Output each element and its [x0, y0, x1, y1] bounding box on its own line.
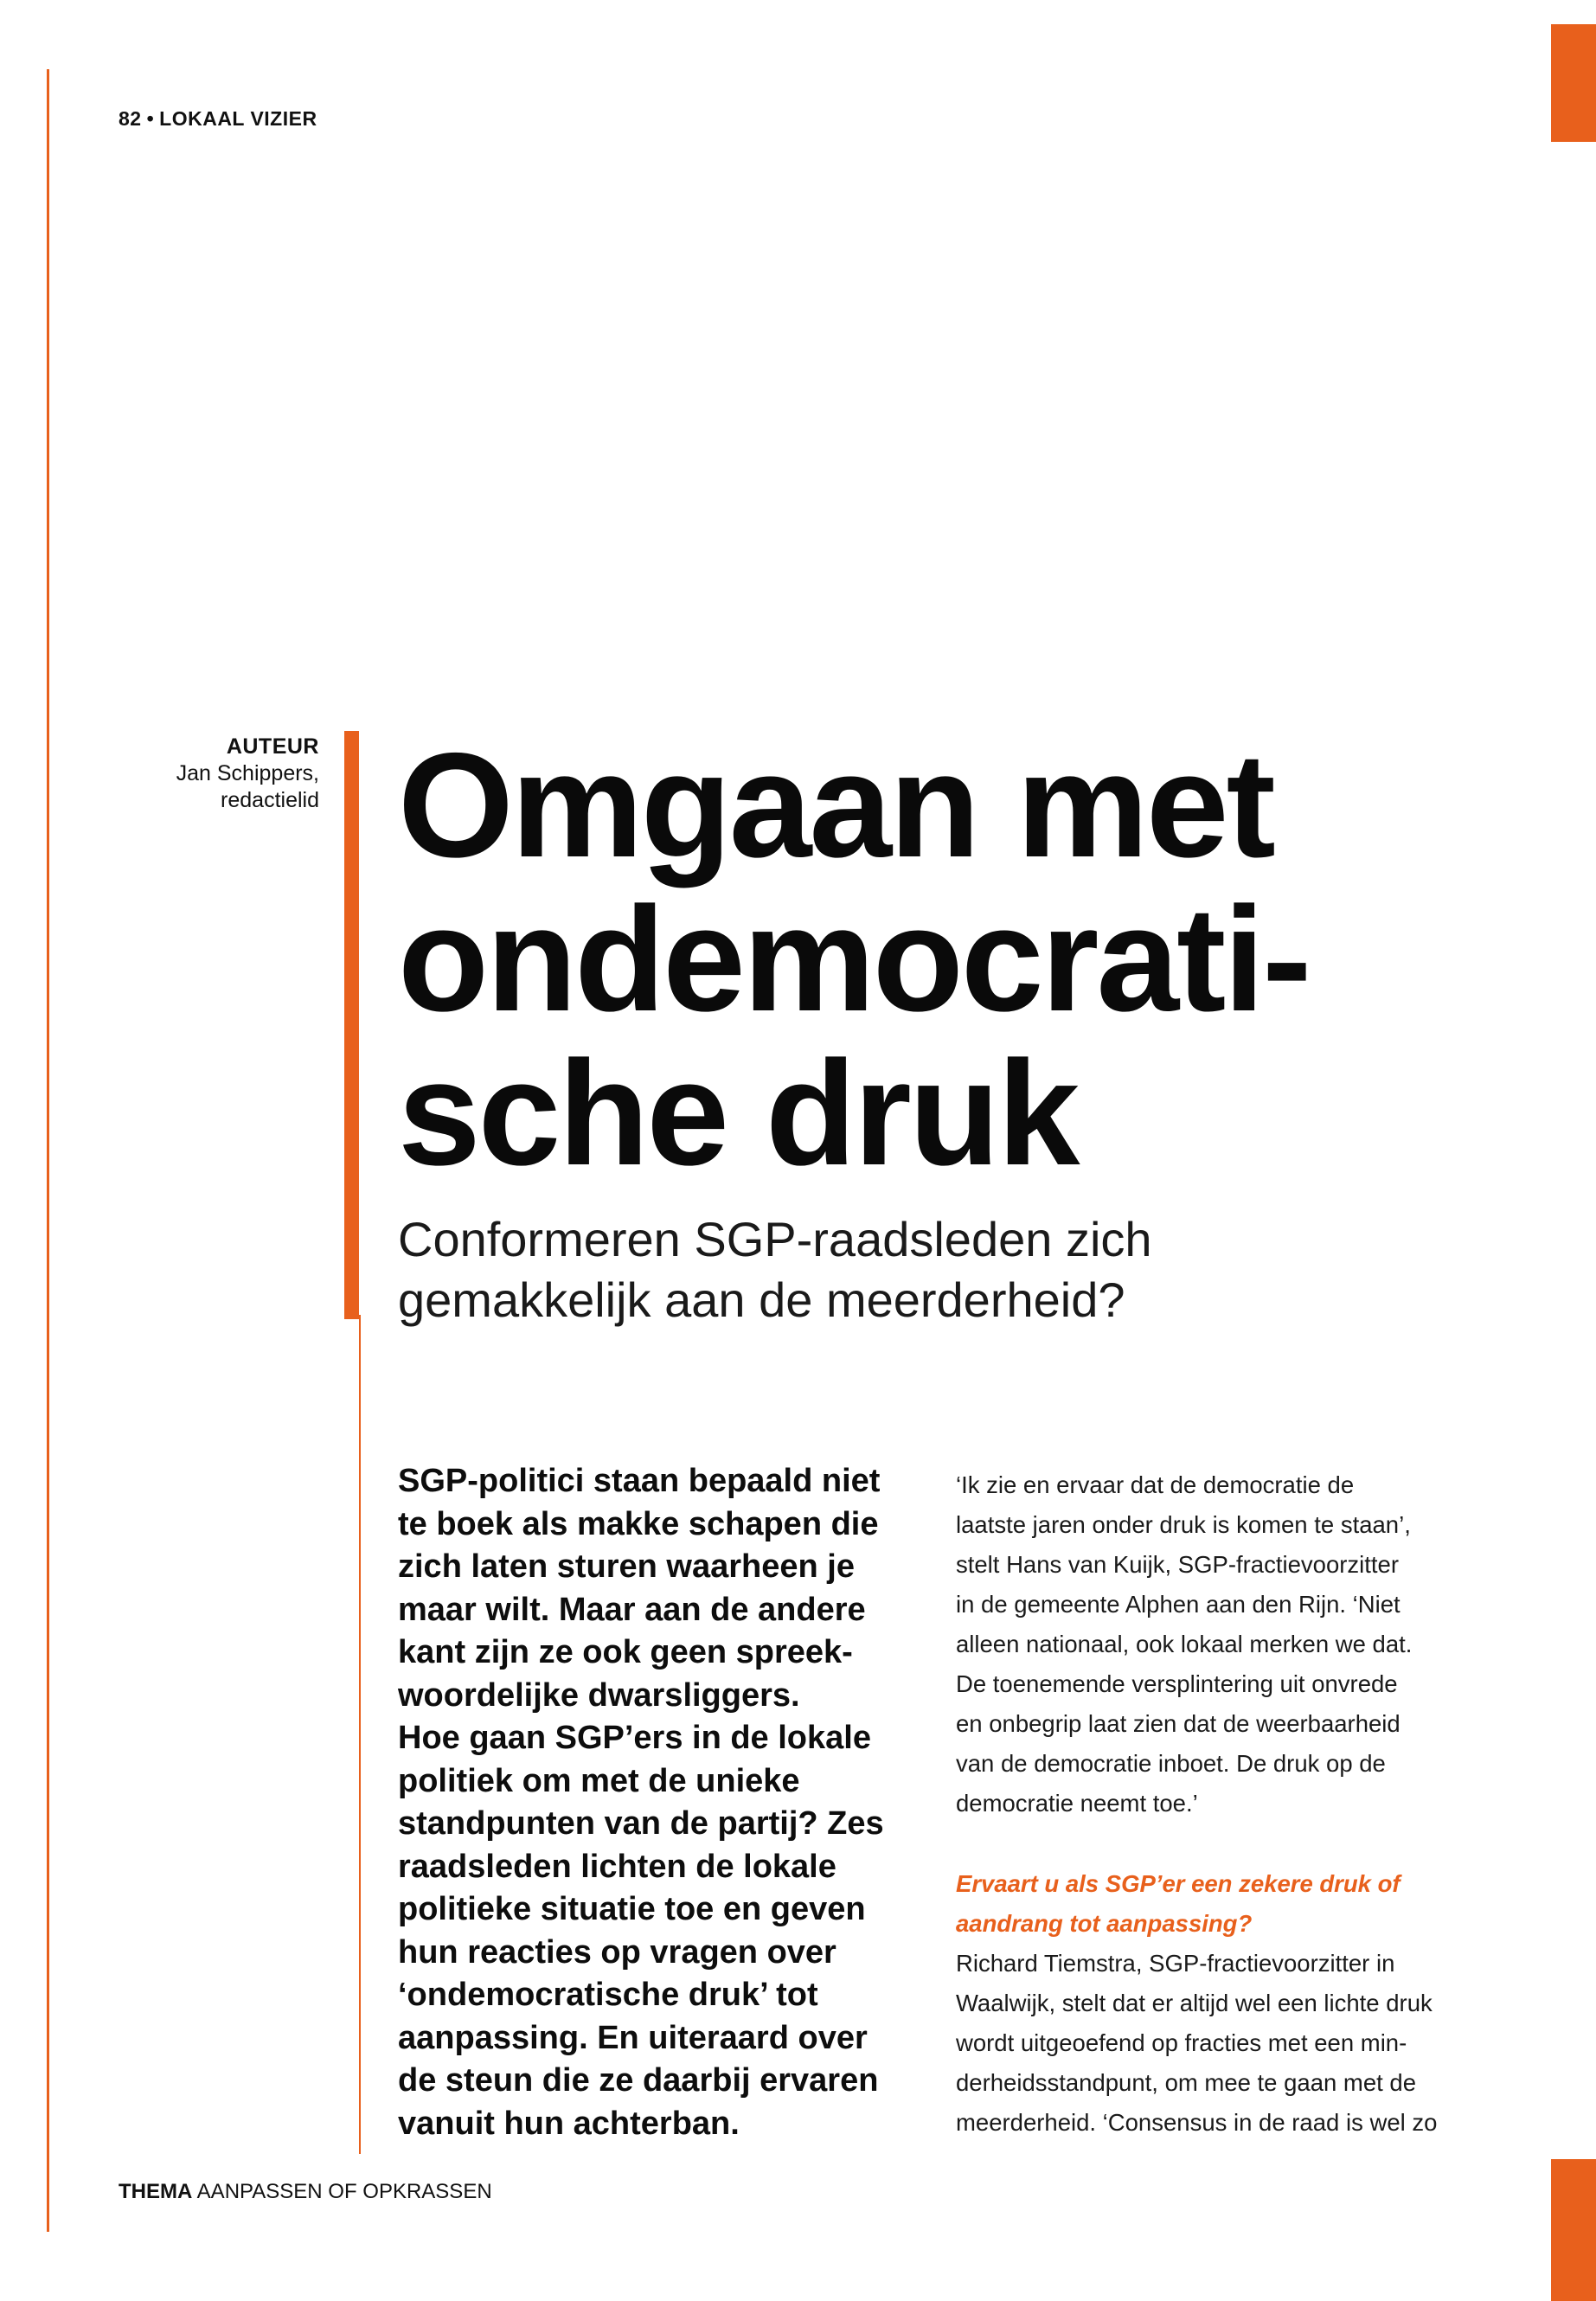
body-line: en onbegrip laat zien dat de weerbaarheid: [956, 1710, 1401, 1737]
lead-line: SGP-politici staan bepaald niet: [398, 1463, 881, 1499]
body-line: Richard Tiemstra, SGP-fractievoorzitter in: [956, 1950, 1395, 1977]
author-label: AUTEUR: [226, 734, 319, 759]
lead-line: aanpassing. En uiteraard over: [398, 2019, 868, 2056]
body-line: laatste jaren onder druk is komen te staan’,: [956, 1511, 1411, 1538]
body-line: Waalwijk, stelt dat er altijd wel een lichte druk: [956, 1990, 1433, 2016]
theme-title: AANPASSEN OF OPKRASSEN: [196, 2180, 492, 2203]
body-line: meerderheid. ‘Consensus in de raad is wel zo: [956, 2109, 1438, 2136]
page-footer: [119, 2180, 492, 2204]
author-role: redactielid: [221, 788, 319, 812]
lead-line: raadsleden lichten de lokale: [398, 1848, 836, 1885]
title-accent-bar: [344, 731, 359, 1319]
lead-line: hun reacties op vragen over: [398, 1933, 836, 1971]
question-line: Ervaart u als SGP’er een zekere druk of: [956, 1870, 1401, 1897]
body-line: van de democratie inboet. De druk op de: [956, 1750, 1386, 1777]
question-line: aandrang tot aanpassing?: [956, 1910, 1253, 1937]
author-name: Jan Schippers,: [176, 761, 319, 785]
orange-edge-tab-top: [1551, 24, 1596, 142]
body-paragraph: [956, 1944, 1479, 2143]
magazine-name: LOKAAL VIZIER: [159, 107, 317, 130]
body-line: stelt Hans van Kuijk, SGP-fractievoorzitter: [956, 1551, 1399, 1578]
body-line: derheidsstandpunt, om mee te gaan met de: [956, 2069, 1417, 2096]
author-block: [176, 734, 319, 814]
theme-label: THEMA: [119, 2180, 193, 2203]
body-column: [956, 1465, 1479, 2143]
body-line: ‘Ik zie en ervaar dat de democratie de: [956, 1471, 1355, 1498]
lead-line: vanuit hun achterban.: [398, 2105, 740, 2142]
body-line: wordt uitgeoefend op fracties met een min-: [956, 2029, 1407, 2056]
subtitle-line: Conformeren SGP-raadsleden zich: [398, 1212, 1152, 1266]
body-line: alleen nationaal, ook lokaal merken we dat.: [956, 1631, 1413, 1657]
running-header: [119, 107, 317, 131]
lead-line: zich laten sturen waarheen je: [398, 1548, 855, 1585]
lead-line: politiek om met de unieke: [398, 1762, 800, 1799]
body-paragraph: [956, 1465, 1479, 1823]
interview-question: [956, 1864, 1479, 1944]
title-line: ondemocrati-: [398, 876, 1310, 1042]
lead-line: ‘ondemocratische druk’ tot: [398, 1977, 818, 2013]
column-divider-rule: [359, 1315, 361, 2154]
body-line: in de gemeente Alphen aan den Rijn. ‘Niet: [956, 1591, 1401, 1618]
body-line: De toenemende versplintering uit onvrede: [956, 1670, 1398, 1697]
subtitle-line: gemakkelijk aan de meerderheid?: [398, 1272, 1125, 1327]
lead-line: maar wilt. Maar aan de andere: [398, 1591, 866, 1628]
page-number: 82: [119, 107, 142, 130]
lead-line: te boek als makke schapen die: [398, 1505, 879, 1542]
body-line: democratie neemt toe.’: [956, 1790, 1198, 1817]
lead-line: kant zijn ze ook geen spreek-: [398, 1634, 853, 1670]
lead-line: politieke situatie toe en geven: [398, 1891, 866, 1927]
lead-line: Hoe gaan SGP’ers in de lokale: [398, 1720, 871, 1756]
title-line: sche druk: [398, 1030, 1078, 1196]
title-line: Omgaan met: [398, 722, 1273, 888]
article-subtitle: [398, 1209, 1436, 1330]
article-title: [398, 722, 1522, 1196]
header-separator: •: [146, 107, 155, 130]
lead-line: woordelijke dwarsliggers.: [398, 1676, 800, 1714]
lead-line: standpunten van de partij? Zes: [398, 1805, 884, 1842]
orange-edge-tab-bottom: [1551, 2159, 1596, 2301]
left-margin-rule: [47, 69, 49, 2232]
lead-line: de steun die ze daarbij ervaren: [398, 2062, 879, 2099]
paragraph-gap: [956, 1823, 1479, 1864]
article-lead: [398, 1460, 934, 2145]
